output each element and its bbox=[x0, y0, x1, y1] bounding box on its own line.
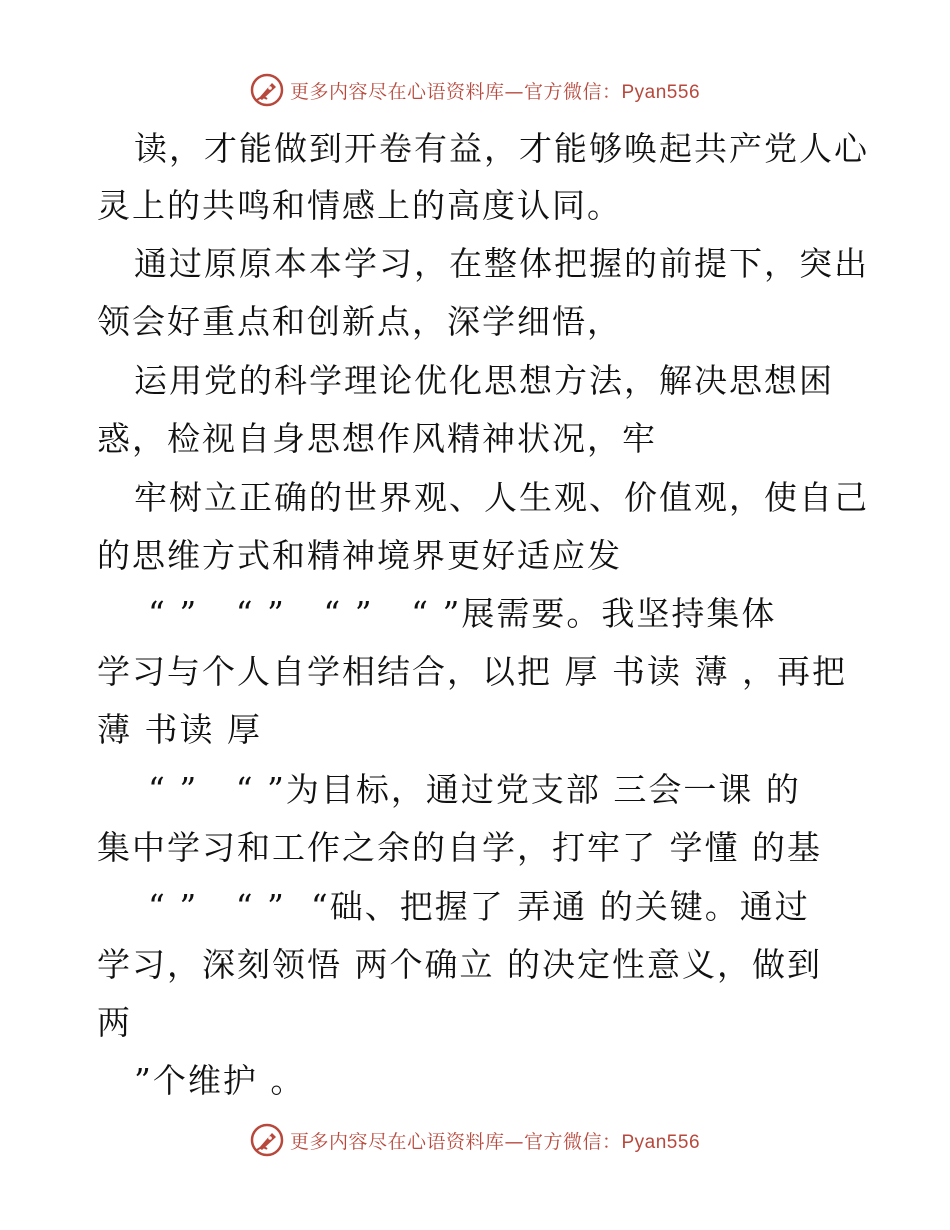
pen-nib-logo-icon bbox=[250, 73, 284, 107]
body-line: 读，才能做到开卷有益，才能够唤起共产党人心 bbox=[134, 129, 869, 168]
footer-banner bbox=[0, 1120, 950, 1160]
body-line: ”个维护 。 bbox=[134, 1061, 306, 1100]
body-line: “ ” “ ”为目标，通过党支部 三会一课 的 bbox=[148, 770, 801, 809]
body-line: 惑，检视自身思想作风精神状况，牢 bbox=[97, 419, 657, 458]
header-wechat-id: Pyan556 bbox=[621, 81, 701, 103]
body-line: 牢树立正确的世界观、人生观、价值观，使自己 bbox=[134, 478, 869, 517]
body-line: 灵上的共鸣和情感上的高度认同。 bbox=[97, 186, 622, 225]
body-line: 集中学习和工作之余的自学，打牢了 学懂 的基 bbox=[97, 828, 822, 867]
body-line: 学习与个人自学相结合，以把 厚 书读 薄 ，再把 bbox=[97, 652, 847, 691]
body-line: 运用党的科学理论优化思想方法，解决思想困 bbox=[134, 361, 834, 400]
body-line: 领会好重点和创新点，深学细悟， bbox=[97, 302, 622, 341]
body-line: 两 bbox=[97, 1003, 132, 1042]
footer-wechat-id: Pyan556 bbox=[621, 1131, 701, 1153]
body-line: “ ” “ ” “础、把握了 弄通 的关键。通过 bbox=[148, 887, 810, 926]
header-banner bbox=[0, 70, 950, 110]
body-line: 通过原原本本学习，在整体把握的前提下，突出 bbox=[134, 244, 869, 283]
pen-nib-logo-icon bbox=[250, 1123, 284, 1157]
header-banner-text: 更多内容尽在心语资料库—官方微信：Pyan556 bbox=[289, 80, 701, 103]
body-line: “ ” “ ” “ ” “ ”展需要。我坚持集体 bbox=[148, 594, 777, 633]
body-line: 学习，深刻领悟 两个确立 的决定性意义，做到 bbox=[97, 945, 822, 984]
body-line: 的思维方式和精神境界更好适应发 bbox=[97, 536, 622, 575]
body-line: 薄 书读 厚 bbox=[97, 710, 262, 749]
footer-banner-text: 更多内容尽在心语资料库—官方微信：Pyan556 bbox=[289, 1130, 701, 1153]
